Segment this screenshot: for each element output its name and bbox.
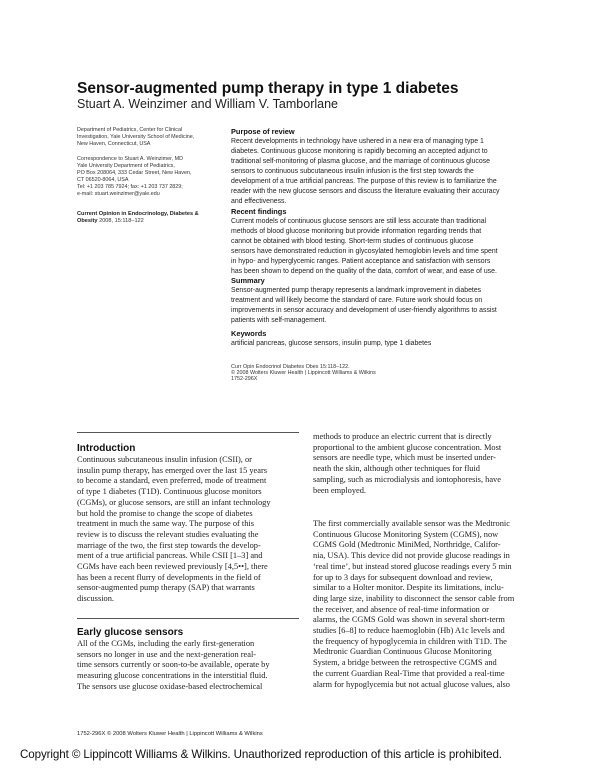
text-line: has been a recent flurry of developments in the field of [77,572,261,582]
keywords-heading: Keywords [231,329,267,338]
journal-name-end: Obesity [77,218,98,225]
article-authors: Stuart A. Weinzimer and William V. Tamborlane [77,97,338,111]
journal-reference [77,211,227,225]
text-line: ment of a true artificial pancreas. While CSII [1–3] and [77,551,263,561]
text-line: methods to produce an electric current that is directly [313,432,492,441]
publication-info [231,364,376,383]
affiliation-block [77,127,227,148]
abstract-line: Sensor-augmented pump therapy represents a landmark improvement in diabetes [231,287,482,294]
text-line: measuring glucose concentrations in the interstitial fluid. [77,671,268,681]
text-line: proportional to the ambient glucose concentration. Most [313,442,502,452]
text-line: similar to a Holter monitor. Despite its limitations, inclu- [313,583,504,593]
text-line: the current Guardian Real-Time that provided a real-time [313,668,505,678]
abstract-line: sensors to continuous subcutaneous insulin infusion is the first step towards the [231,168,474,175]
abstract-line: improvements in sensor accuracy and development of user-friendly algorithms to assist [231,307,497,314]
text-line: treatment in much the same way. The purpose of this [77,519,254,529]
right-column-paragraph-2 [313,519,539,690]
text-line: time sensors currently or soon-to-be available, operate by [77,660,270,670]
text-line: (CGMs), or glucose sensors, are still an infant technology [77,497,271,507]
correspondence-line: Tel: +1 203 785 7924; fax: +1 203 737 2829; [77,184,183,191]
text-line: insulin pump therapy, has emerged over the last 15 years [77,465,268,475]
abstract-line: reader with the new glucose sensors and discuss the literature evaluating their accuracy [231,188,500,195]
journal-name-line: Current Opinion in Endocrinology, Diabetes & [77,211,199,217]
abstract-line: cannot be obtained with blood testing. Short-term studies of continuous glucose [231,238,474,245]
text-line: ding large size, inability to disconnect the sensor cable from [313,593,515,603]
abstract-line: Recent developments in technology have ushered in a new era of managing type 1 [231,138,484,145]
text-line: studies [6–8] to reduce haemoglobin (Hb) A1c levels and [313,626,505,636]
early-sensors-text [77,639,303,693]
text-line: review is to discuss the relevant studies evaluating the [77,529,259,539]
early-sensors-heading: Early glucose sensors [77,627,184,638]
pub-info-line: 1752-296X [231,376,258,383]
abstract-purpose [231,127,536,207]
article-title: Sensor-augmented pump therapy in type 1 diabetes [77,80,459,97]
text-line: sensor-augmented pump therapy (SAP) that warrants [77,583,255,593]
abstract-line: treatment and will likely become the standard of care. Future work should focus on [231,297,483,304]
summary-heading: Summary [231,276,265,285]
purpose-heading: Purpose of review [231,127,295,136]
abstract-summary [231,276,536,326]
text-line: sensors are needle type, which must be inserted under- [313,453,496,463]
abstract-line: sensors have demonstrated reduction in glycosylated hemoglobin levels and time spent [231,248,498,255]
text-line: CGMS Gold (Medtronic MiniMed, Northridge, Califor- [313,540,501,550]
page-footer: 1752-296X © 2008 Wolters Kluwer Health | Lippincott Williams & Wilkins [77,731,263,737]
text-line: but hold the promise to change the scope of diabetes [77,508,253,518]
text-line: The first commercially available sensor was the Medtronic [313,519,510,528]
text-line: Medtronic Guardian Continuous Glucose Monitoring [313,647,492,657]
pub-info-line: Curr Opin Endocrinol Diabetes Obes 15:118–122. [231,364,350,370]
text-line: alarm for hypoglycemia but not actual glucose values, also [313,679,510,689]
text-line: been employed. [313,485,367,495]
text-line: of type 1 diabetes (T1D). Continuous glucose monitors [77,487,262,497]
correspondence-line: CT 06520-8064, USA [77,177,129,184]
section-rule [77,432,299,433]
text-line: sensors no longer in use and the next-generation real- [77,649,257,659]
introduction-heading: Introduction [77,443,136,454]
text-line: nia, USA). This device did not provide glucose readings in [313,551,510,561]
abstract-line: in hypo- and hyperglycemic ranges. Patient acceptance and satisfaction with sensors [231,258,491,265]
correspondence-line: Yale University Department of Pediatrics, [77,163,175,170]
text-line: marriage of the two, the first step towards the develop- [77,540,261,550]
abstract-line: traditional self-monitoring of plasma glucose, and the marriage of continuous glucose [231,158,490,165]
pub-info-line: © 2008 Wolters Kluwer Health | Lippincott Williams & Wilkins [231,370,376,377]
findings-heading: Recent findings [231,207,287,216]
affiliation-line: New Haven, Connecticut, USA [77,141,151,148]
correspondence-line: Correspondence to Stuart A. Weinzimer, MD [77,156,183,162]
keywords-text: artificial pancreas, glucose sensors, insulin pump, type 1 diabetes [231,340,432,347]
affiliation-line: Department of Pediatrics, Center for Clinical [77,127,183,133]
abstract-line: development of a true artificial pancreas. The purpose of this review is to familiarize the [231,178,497,185]
abstract-line: methods of blood glucose monitoring but provide information regarding trends that [231,228,482,235]
text-line: the receiver, and absence of real-time information or [313,604,489,614]
text-line: ‘real time’, but instead stored glucose readings every 5 min [313,561,512,571]
introduction-text [77,455,303,605]
text-line: Continuous Glucose Monitoring System (CGMS), now [313,529,499,539]
text-line: alarms, the CGMS Gold was shown in several short-term [313,615,505,625]
text-line: The sensors use glucose oxidase-based electrochemical [77,681,263,691]
text-line: sampling, such as microdialysis and iontophoresis, have [313,474,501,484]
correspondence-block [77,156,227,199]
text-line: discussion. [77,594,114,604]
abstract-findings [231,207,536,277]
text-line: for up to 3 days for subsequent download and review, [313,572,493,582]
text-line: to become a standard, even preferred, mode of treatment [77,476,267,486]
abstract-line: and effectiveness. [231,198,287,205]
text-line: Continuous subcutaneous insulin infusion (CSII), or [77,455,252,464]
abstract-line: Current models of continuous glucose sensors are still less accurate than traditional [231,218,487,225]
correspondence-line: PO Box 208064, 333 Cedar Street, New Haven, [77,170,192,177]
right-column-paragraph-1 [313,432,539,496]
text-line: CGMs have each been reviewed previously [4,5••], there [77,562,268,572]
abstract-line: diabetes. Continuous glucose monitoring is rapidly becoming an accepted adjunct to [231,148,488,155]
affiliation-line: Investigation, Yale University School of Medicine, [77,134,195,141]
abstract-keywords [231,329,536,349]
abstract-line: has been shown to depend on the quality of the data, comfort of wear, and ease of use. [231,268,497,275]
text-line: neath the skin, although other techniques for fluid [313,464,480,474]
copyright-notice: Copyright © Lippincott Williams & Wilkins. Unauthorized reproduction of this article is prohibited. [20,748,502,761]
correspondence-line: e-mail: stuart.weinzimer@yale.edu [77,191,160,198]
text-line: All of the CGMs, including the early first-generation [77,639,255,648]
section-rule [77,618,299,619]
text-line: System, a bridge between the retrospective CGMS and [313,658,497,668]
abstract-line: patients with self-management. [231,317,327,324]
text-line: the frequency of hypoglycemia in children with T1D. The [313,636,507,646]
journal-volume: 2008, 15:118–122 [97,218,144,225]
